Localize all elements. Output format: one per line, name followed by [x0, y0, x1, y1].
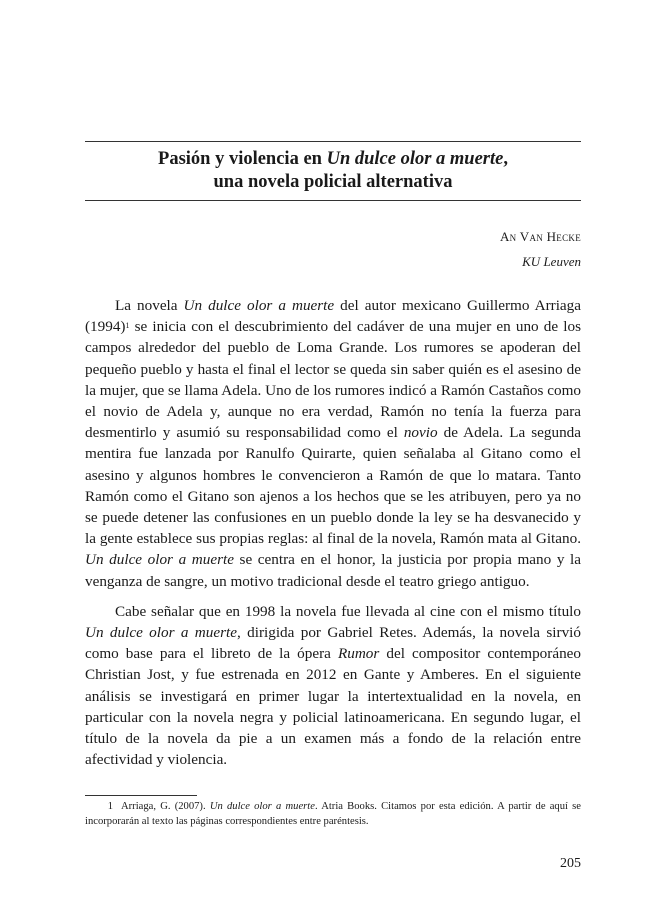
paragraph-1: [85, 295, 581, 592]
article-title: [85, 148, 581, 194]
p1-text-5: se centra en el honor, la justicia por propia mano y la venganza de sangre, un motivo tradicional desde el teatro griego antiguo.: [85, 551, 581, 590]
article-body: [85, 295, 581, 779]
title-line1-suffix: ,: [503, 149, 508, 169]
page-number: 205: [560, 856, 581, 871]
title-bottom-rule: [85, 200, 581, 201]
title-top-rule: [85, 141, 581, 142]
p2-italic-1: Un dulce olor a muerte: [85, 624, 237, 642]
footnote-text-2: . Atria Books. Citamos por esta edición. A partir de aquí se incorporarán al texto las páginas correspondientes entre paréntesis.: [85, 801, 582, 827]
p1-text-1: La novela: [115, 297, 184, 314]
p2-text-3: del compositor contemporáneo Christian Jost, y fue estrenada en 2012 en Gante y Amberes. En el siguiente análisis se investigará en primer lugar la intertextualidad en la novela, en particular con la novela negra y policial latinoamericana. En segundo lugar, el título de la novela da pie a un examen más a fondo de la relación entre afectividad y violencia.: [85, 645, 581, 769]
author-affiliation: KU Leuven: [522, 254, 581, 269]
p1-text-3: se inicia con el descubrimiento del cadáver de una mujer en uno de los campos alrededor del pueblo de Loma Grande. Los rumores se apoderan del pequeño pueblo y hasta el final el lector se queda sin saber quién es el asesino de la mujer, que se llama Adela. Uno de los rumores indicó a Ramón Castaños como el novio de Adela y, aunque no era verdad, Ramón no tenía la fuerza para desmentirlo y asumió su responsabilidad como el: [85, 318, 581, 442]
p1-italic-2: novio: [403, 424, 438, 442]
paragraph-2: [85, 601, 581, 771]
p2-text-2: , dirigida por Gabriel Retes. Además, la novela sirvió como base para el libreto de la ópera: [85, 624, 581, 663]
footnote: [85, 799, 581, 829]
title-line1-prefix: Pasión y violencia en: [158, 149, 327, 169]
p2-italic-2: Rumor: [337, 645, 380, 663]
footnote-number: 1: [107, 801, 113, 812]
p1-text-4: de Adela. La segunda mentira fue lanzada por Ranulfo Quirarte, quien señalaba al Gitano como el asesino y algunos hombres le convencieron a Ramón de que lo matara. Tanto Ramón como el Gitano son ajenos a los hechos que se les atribuyen, pero ya no se puede detener las confusiones en un pueblo donde la ley se ha desvanecido y la gente establece sus propias reglas: al final de la novela, Ramón mata al Gitano.: [85, 424, 581, 548]
p1-text-2: del autor mexicano Guillermo Arriaga (1994): [85, 297, 581, 336]
p1-italic-3: Un dulce olor a muerte: [85, 551, 234, 569]
footnote-separator: [85, 795, 197, 796]
footnote-italic: Un dulce olor a muerte: [209, 801, 315, 812]
p1-italic-1: Un dulce olor a muerte: [183, 297, 335, 314]
author-name: An Van Hecke: [499, 229, 581, 244]
title-line2: una novela policial alternativa: [213, 172, 453, 192]
footnote-reference: 1: [125, 321, 130, 331]
footnote-text-1: Arriaga, G. (2007).: [121, 801, 210, 812]
title-line1-italic: Un dulce olor a muerte: [326, 149, 504, 169]
p2-text-1: Cabe señalar que en 1998 la novela fue llevada al cine con el mismo título: [115, 602, 581, 620]
